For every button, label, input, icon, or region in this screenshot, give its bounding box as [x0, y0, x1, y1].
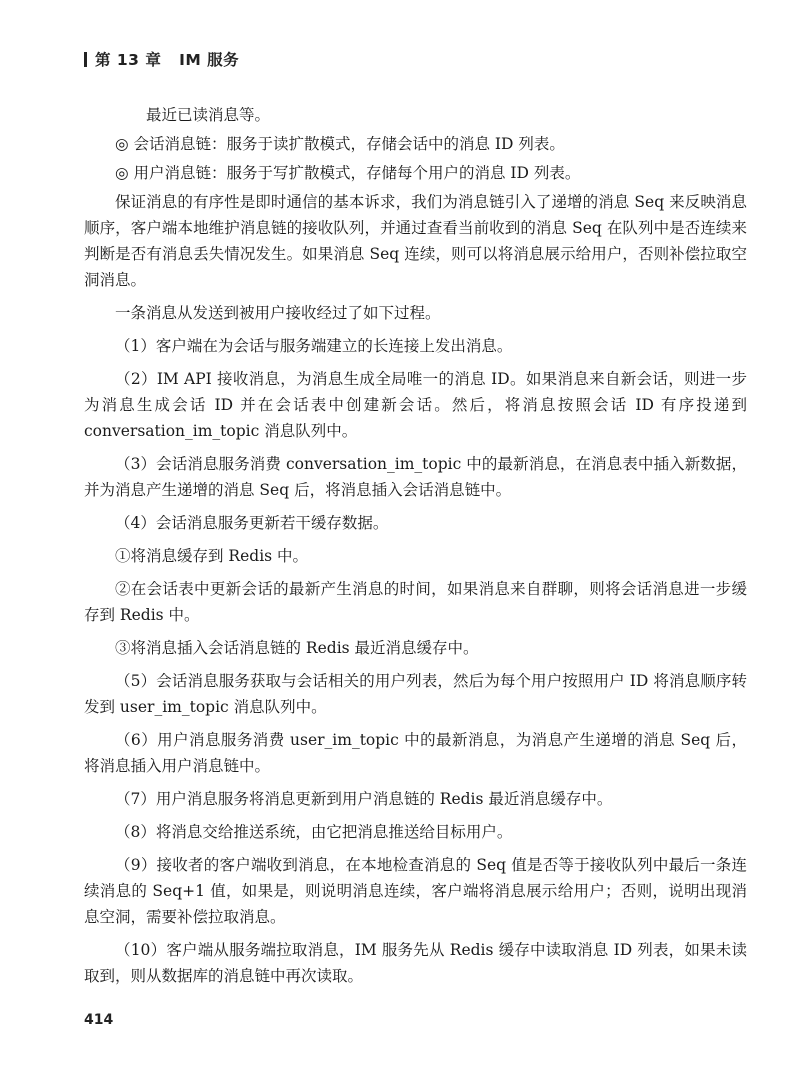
chapter-title: IM 服务 [179, 51, 240, 69]
step-paragraph: （5）会话消息服务获取与会话相关的用户列表，然后为每个用户按照用户 ID 将消息顺序转发到 user_im_topic 消息队列中。 [84, 672, 747, 716]
step-paragraph: （8）将消息交给推送系统，由它把消息推送给目标用户。 [115, 823, 513, 841]
step-paragraph: （6）用户消息服务消费 user_im_topic 中的最新消息，为消息产生递增的消息 Seq 后，将消息插入用户消息链中。 [84, 731, 747, 775]
page-number: 414 [84, 1012, 114, 1028]
paragraph: 最近已读消息等。 [146, 106, 271, 124]
sub-step-paragraph: ③将消息插入会话消息链的 Redis 最近消息缓存中。 [115, 639, 479, 657]
step-paragraph: （7）用户消息服务将消息更新到用户消息链的 Redis 最近消息缓存中。 [115, 790, 613, 808]
step-paragraph: （1）客户端在为会话与服务端建立的长连接上发出消息。 [115, 337, 513, 355]
step-paragraph: （3）会话消息服务消费 conversation_im_topic 中的最新消息，在消息表中插入新数据，并为消息产生递增的消息 Seq 后，将消息插入会话消息链中。 [84, 455, 747, 499]
step-paragraph: （10）客户端从服务端拉取消息，IM 服务先从 Redis 缓存中读取消息 ID 列表，如果未读取到，则从数据库的消息链中再次读取。 [84, 941, 747, 985]
list-item: ◎ 会话消息链：服务于读扩散模式，存储会话中的消息 ID 列表。 [115, 135, 565, 153]
step-paragraph: （2）IM API 接收消息，为消息生成全局唯一的消息 ID。如果消息来自新会话，则进一步为消息生成会话 ID 并在会话表中创建新会话。然后，将消息按照会话 ID 有序投递到 conversation_im_topic 消息队列中。 [84, 370, 747, 440]
step-paragraph: （9）接收者的客户端收到消息，在本地检查消息的 Seq 值是否等于接收队列中最后一条连续消息的 Seq+1 值，如果是，则说明消息连续，客户端将消息展示给用户；否则，说明出现消息空洞，需要补偿拉取消息。 [84, 856, 747, 926]
paragraph: 一条消息从发送到被用户接收经过了如下过程。 [115, 304, 441, 322]
list-item: ◎ 用户消息链：服务于写扩散模式，存储每个用户的消息 ID 列表。 [115, 164, 581, 182]
running-header [84, 48, 239, 70]
sub-step-paragraph: ①将消息缓存到 Redis 中。 [115, 547, 309, 565]
header-divider-bar [84, 52, 87, 67]
paragraph: 保证消息的有序性是即时通信的基本诉求，我们为消息链引入了递增的消息 Seq 来反映消息顺序，客户端本地维护消息链的接收队列，并通过查看当前收到的消息 Seq 在队列中是否连续来判断是否有消息丢失情况发生。如果消息 Seq 连续，则可以将消息展示给用户，否则补偿拉取空洞消息。 [84, 193, 747, 289]
sub-step-paragraph: ②在会话表中更新会话的最新产生消息的时间，如果消息来自群聊，则将会话消息进一步缓存到 Redis 中。 [84, 580, 747, 624]
step-paragraph: （4）会话消息服务更新若干缓存数据。 [115, 514, 389, 532]
chapter-label: 第 13 章 [95, 51, 162, 69]
body-text [84, 102, 747, 996]
